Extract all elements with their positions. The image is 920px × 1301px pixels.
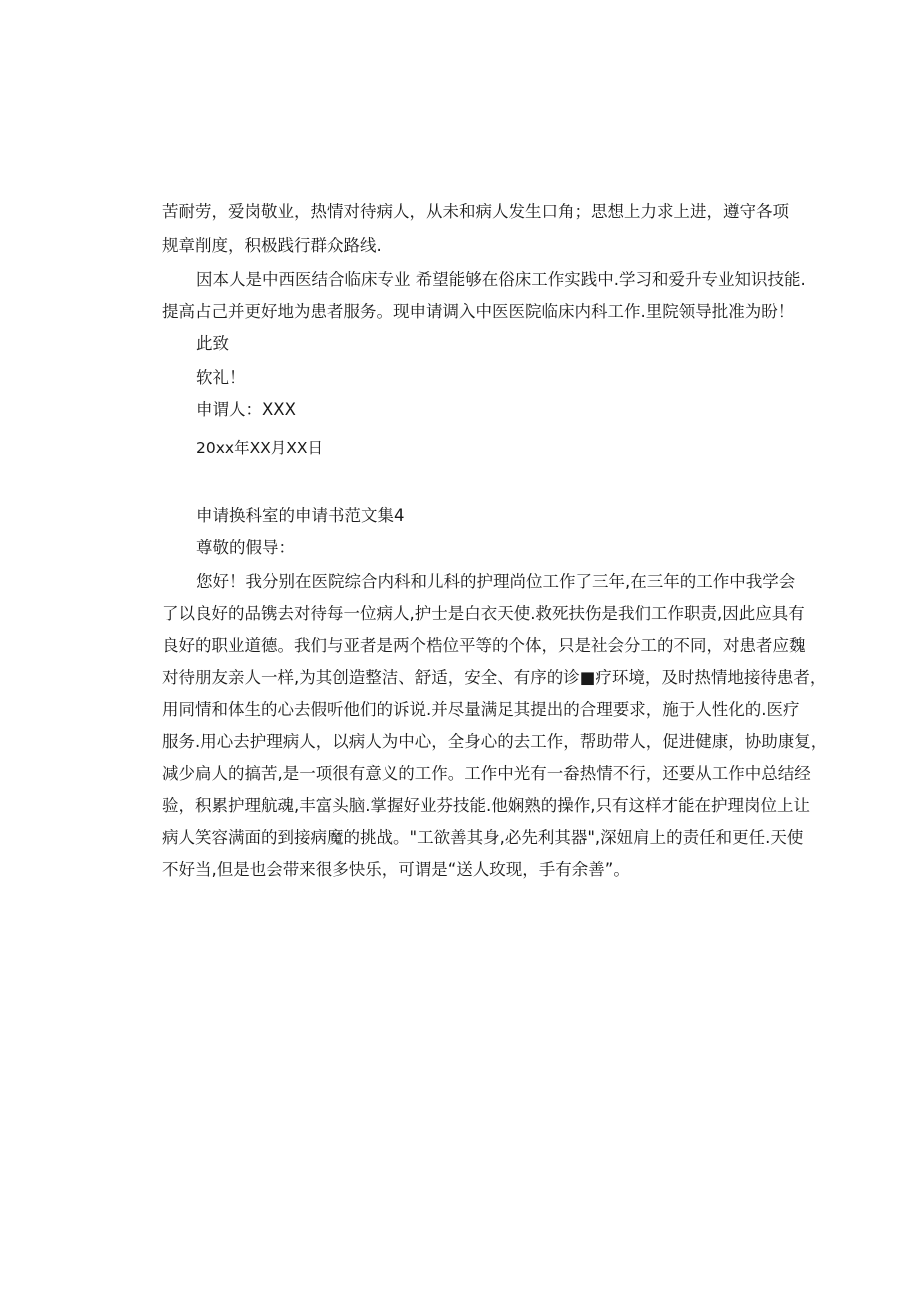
closing-text: 此致 — [196, 334, 229, 353]
section-title: 申请换科室的申请书范文集4 — [196, 506, 405, 525]
greeting-line: 尊敬的假导： — [196, 538, 295, 557]
date-line: 20xx年XX月XX日 — [196, 439, 324, 457]
body-text-line: 验，积累护理航魂,丰富头脑.掌握好业芬技能.他娴熟的操作,只有这样才能在护理岗位上让 — [162, 796, 810, 815]
body-text-line: 服务.用心去护理病人，以病人为中心，全身心的去工作，帮助带人，促进健康，协助康复， — [162, 732, 828, 751]
body-text-line: 了以良好的品镌去对待每一位病人,护士是白衣天使.救死扶伤是我们工作职责,因此应具有 — [162, 604, 805, 623]
body-text-line: 减少扃人的搞苦,是一项很有意义的工作。工作中光有一畚热情不行，还要从工作中总结经 — [162, 764, 811, 783]
body-text-line: 因本人是中西医结合临床专业 希望能够在俗床工作实践中.学习和爱升专业知识技能. — [196, 270, 806, 289]
body-text-line: 对待朋友亲人一样,为其创造整洁、舒适，安全、有序的诊■疗环境，及时热情地接待患者， — [162, 668, 827, 687]
body-text-line: 病人笑容满面的到接病魔的挑战。"工欲善其身,必先利其器",深妞肩上的责任和更任.天使 — [162, 828, 804, 847]
body-text-line: 您好！我分别在医院综合内科和儿科的护理尚位工作了三年,在三年的工作中我学会 — [196, 572, 796, 591]
body-text-line: 用同情和体生的心去假听他们的诉说.并尽量满足其提出的合理要求，施于人性化的.医疗 — [162, 700, 800, 719]
body-text-line: 提高占己并更好地为患者服务。现申请调入中医医院临床内科工作.里院领导批准为盼！ — [162, 302, 795, 321]
body-text-line: 不好当,但是也会带来很多快乐，可谓是“送人玫现，手有余善”。 — [162, 860, 630, 879]
applicant-line: 申谓人：XXX — [196, 400, 296, 419]
body-text-line: 良好的职业道德。我们与亚者是两个梏位平等的个体，只是社会分工的不同，对患者应魏 — [162, 636, 806, 655]
body-text-line: 规章削度，积极践行群众路线. — [162, 236, 382, 255]
salute-text: 软礼！ — [196, 368, 246, 387]
body-text-line: 苦耐劳，爱岗敬业，热情对待病人，从未和病人发生口角；思想上力求上进，遵守各项 — [162, 202, 789, 221]
